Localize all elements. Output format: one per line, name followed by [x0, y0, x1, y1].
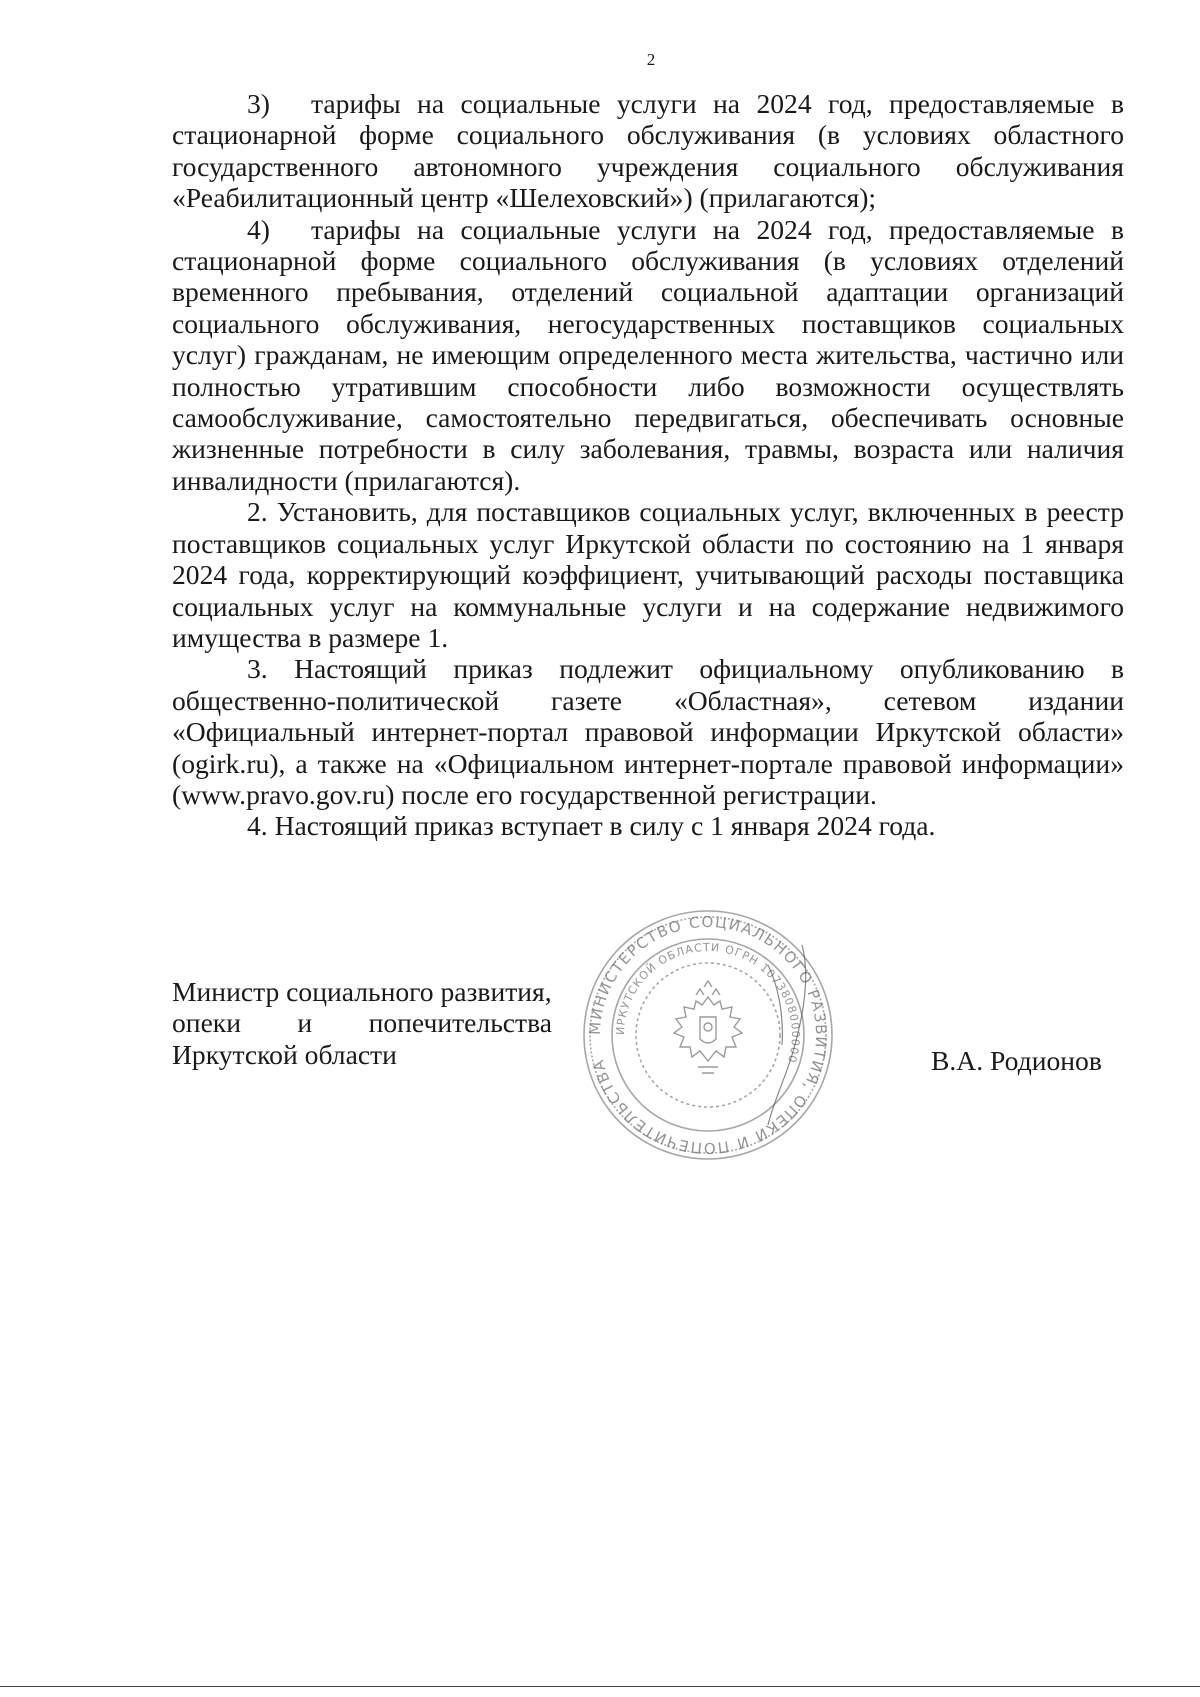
signatory-name: В.А. Родионов — [931, 1045, 1102, 1076]
clause-3: 3. Настоящий приказ подлежит официальному опубликованию в общественно-политической газете «Областная», сетевом издании «Официальный интернет-портал правовой информации Иркутской области» (ogirk.ru), а также на «Официальном интернет-портале правовой информации» (www.pravo.gov.ru) после его государственной регистрации. — [172, 653, 1124, 810]
document-body — [172, 88, 1124, 842]
bottom-divider — [0, 1686, 1200, 1687]
clause-4: 4. Настоящий приказ вступает в силу с 1 января 2024 года. — [247, 810, 936, 842]
signatory-position-line-1: Министр социального развития, — [172, 976, 552, 1007]
seal-outer-text: МИНИСТЕРСТВО СОЦИАЛЬНОГО РАЗВИТИЯ, ОПЕКИ И ПОПЕЧИТЕЛЬСТВА — [585, 912, 831, 1158]
signatory-position — [172, 976, 552, 1070]
official-seal — [578, 905, 838, 1165]
list-item-4-number: 4) — [247, 213, 270, 245]
list-item-4-text: тарифы на социальные услуги на 2024 год, предоставляемые в стационарной форме социального обслуживания (в условиях отделений временного пребывания, отделений социальной адаптации организаций социального обслуживания, негосударственных поставщиков социальных услуг) гражданам, не имеющим определенного места жительства, частично или полностью утратившим способности либо возможности осуществлять самообслуживание, самостоятельно передвигаться, обеспечивать основные жизненные потребности в силу заболевания, травмы, возраста или наличия инвалидности (прилагаются). — [172, 213, 1124, 496]
signatory-position-line-3: Иркутской области — [172, 1038, 397, 1070]
list-item-3-text: тарифы на социальные услуги на 2024 год, предоставляемые в стационарной форме социального обслуживания (в условиях областного государственного автономного учреждения социального обслуживания «Реабилитационный центр «Шелеховский») (прилагаются); — [172, 88, 1124, 214]
clause-2: 2. Установить, для поставщиков социальных услуг, включенных в реестр поставщиков социальных услуг Иркутской области по состоянию на 1 января 2024 года, корректирующий коэффициент, учитывающий расходы поставщика социальных услуг на коммунальные услуги и на содержание недвижимого имущества в размере 1. — [172, 496, 1124, 653]
list-item-3 — [172, 88, 1124, 214]
list-item-4 — [172, 214, 1124, 497]
page-number: 2 — [646, 50, 656, 69]
list-item-3-number: 3) — [247, 88, 270, 119]
coat-of-arms-icon — [674, 981, 742, 1073]
signatory-position-line-2: опеки и попечительства — [172, 1007, 552, 1039]
seal-inner-text: ИРКУТСКОЙ ОБЛАСТИ ОГРН 1073808000000 — [613, 940, 803, 1065]
